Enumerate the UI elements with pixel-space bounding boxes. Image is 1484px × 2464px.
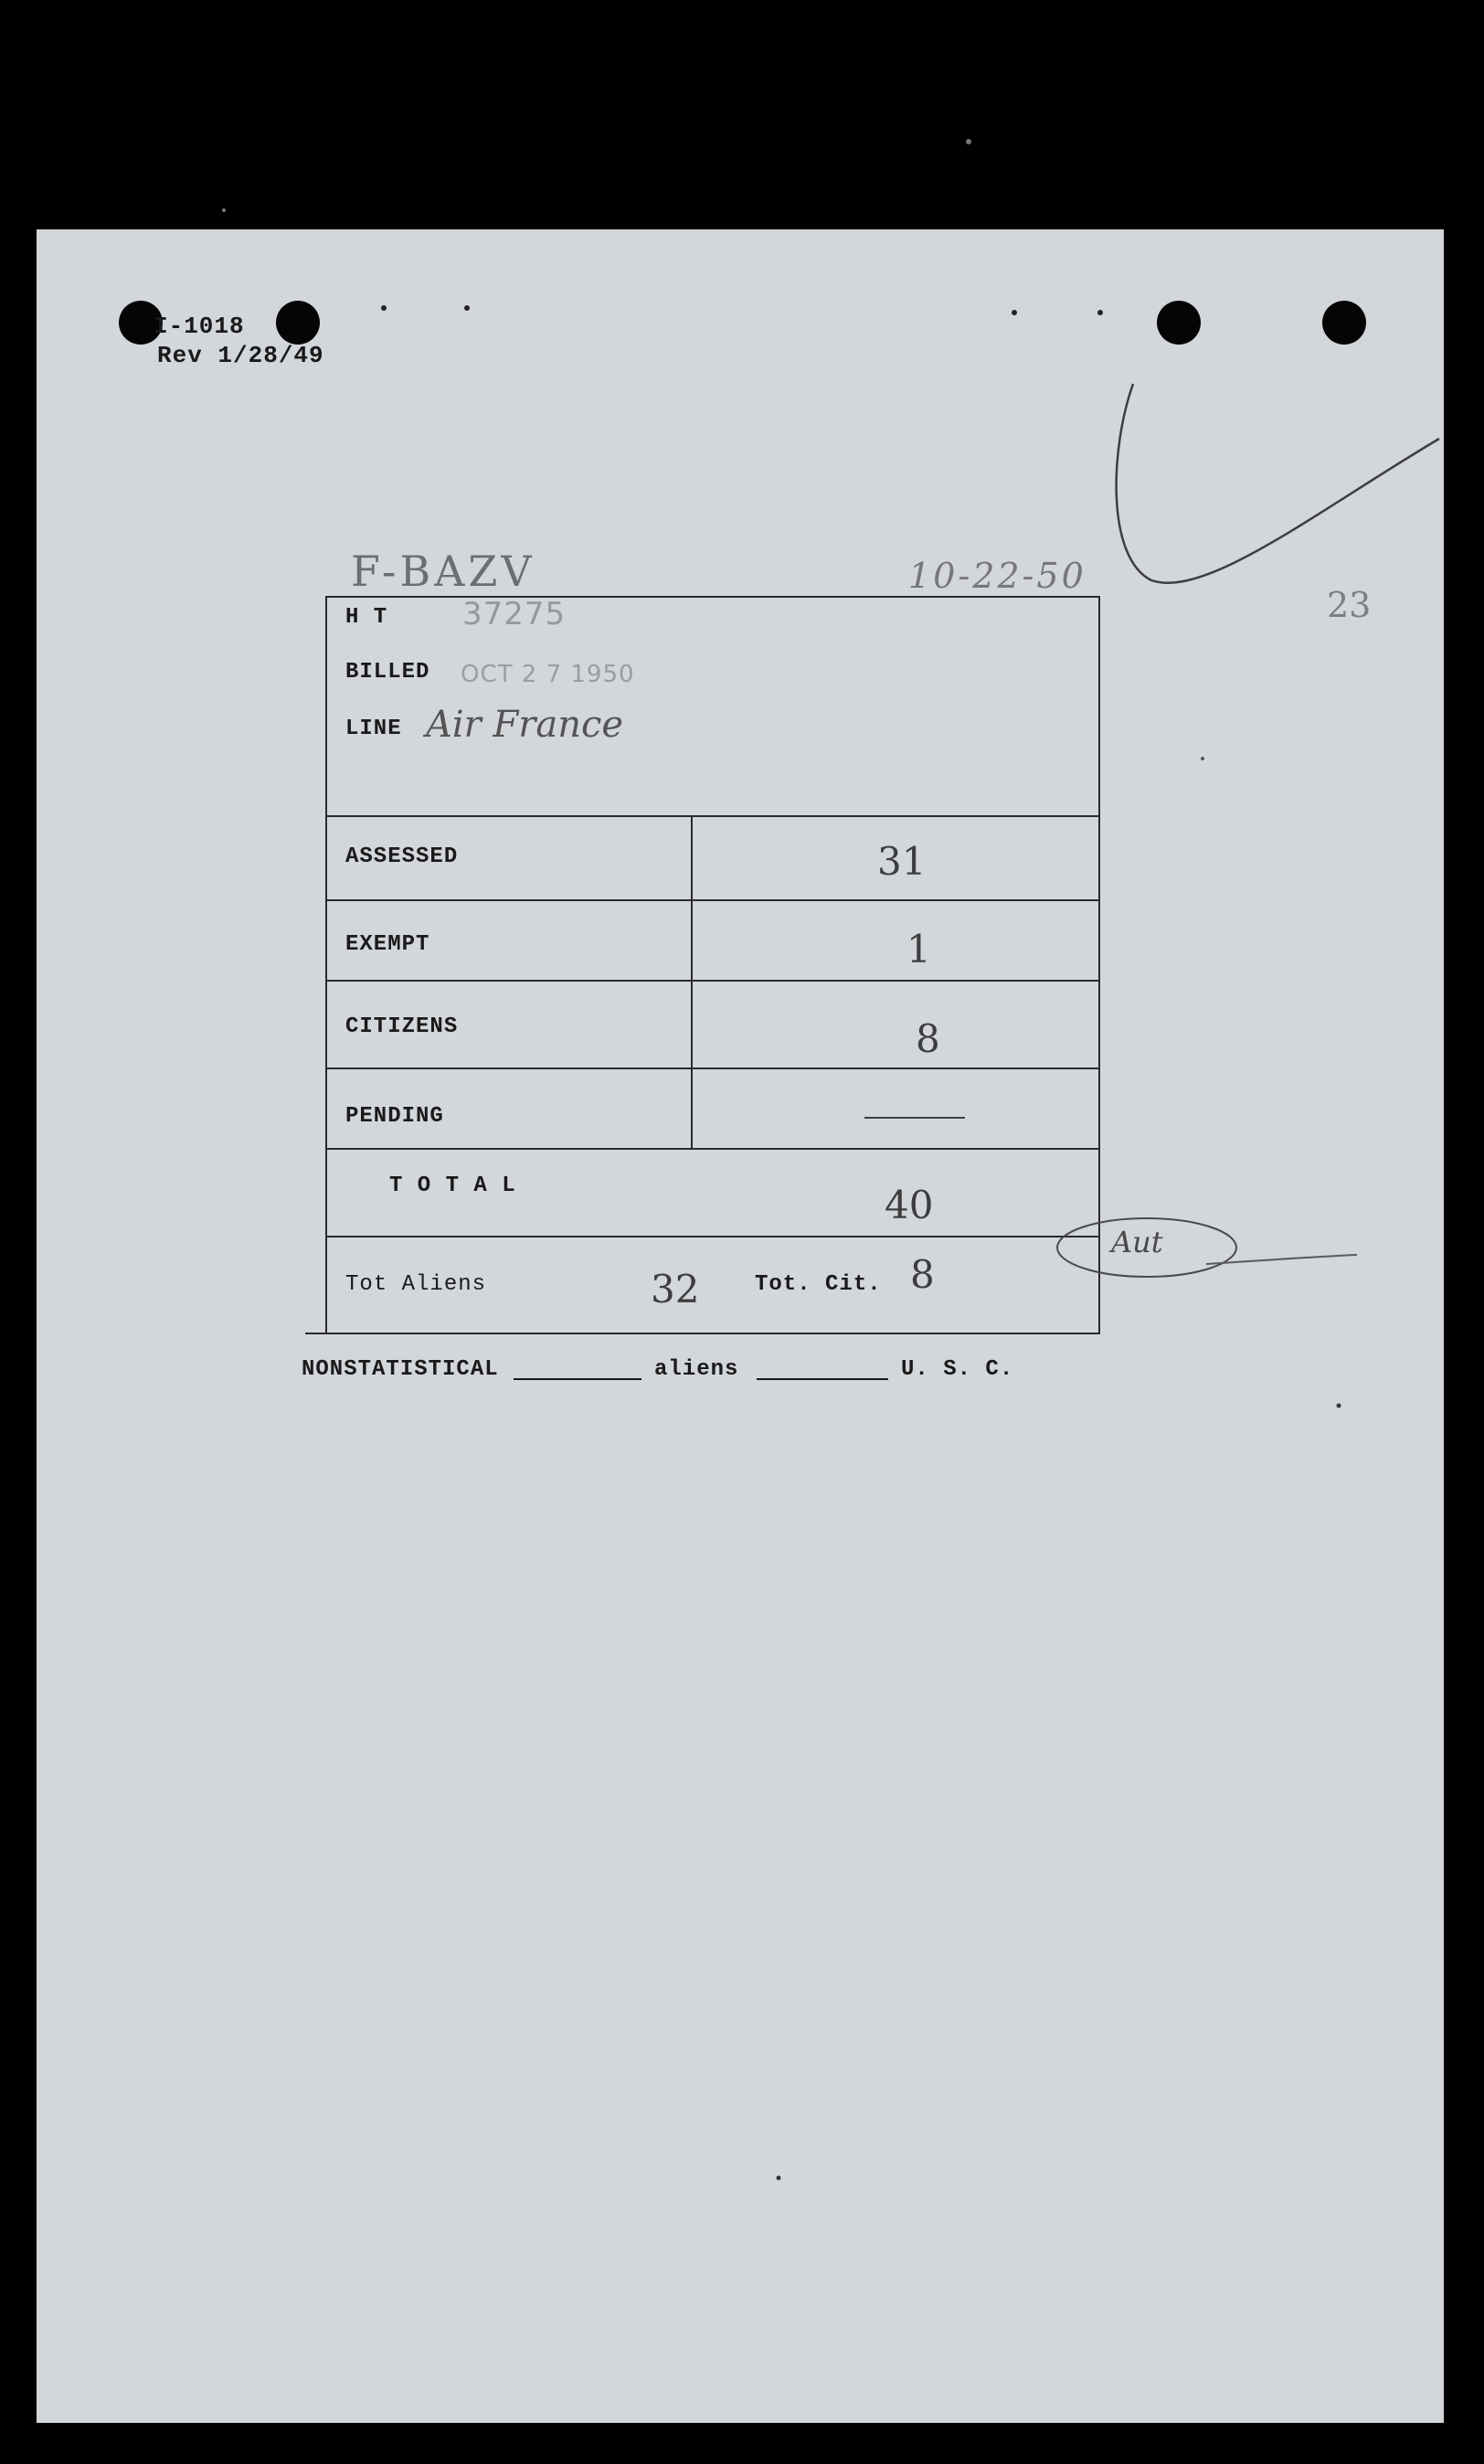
handwritten-date: 10-22-50 xyxy=(908,556,1086,596)
tot-aliens-value: 32 xyxy=(651,1267,700,1312)
total-value: 40 xyxy=(885,1183,934,1227)
assessed-value: 31 xyxy=(877,839,927,884)
aliens-blank xyxy=(757,1378,888,1380)
tally-form xyxy=(325,596,1102,1334)
exempt-underline xyxy=(1051,980,1098,982)
nonstatistical-blank xyxy=(514,1378,641,1380)
margin-oval xyxy=(1051,1205,1362,1296)
assessed-label: ASSESSED xyxy=(345,844,459,869)
citizens-value: 8 xyxy=(916,1016,940,1061)
exempt-value: 1 xyxy=(906,927,931,972)
billed-label: BILLED xyxy=(345,660,430,685)
exempt-label: EXEMPT xyxy=(345,932,430,957)
tot-cit-value: 8 xyxy=(910,1252,935,1297)
tot-aliens-label: Tot Aliens xyxy=(345,1272,487,1297)
pending-dash xyxy=(864,1117,965,1119)
citizens-label: CITIZENS xyxy=(345,1014,459,1039)
usc-label: U. S. C. xyxy=(901,1357,1014,1382)
form-number: I-1018 xyxy=(154,313,245,340)
pending-label: PENDING xyxy=(345,1104,444,1129)
flight-mark: F-BAZV xyxy=(351,547,535,596)
tot-cit-label: Tot. Cit. xyxy=(755,1272,882,1297)
line-label: LINE xyxy=(345,717,402,741)
aliens-label: aliens xyxy=(654,1357,739,1382)
form-revision: Rev 1/28/49 xyxy=(157,342,324,369)
nonstatistical-label: NONSTATISTICAL xyxy=(302,1357,499,1382)
pencil-curve xyxy=(1097,375,1444,603)
page-number: 23 xyxy=(1327,585,1372,625)
line-value: Air France xyxy=(426,704,624,746)
total-label: T O T A L xyxy=(389,1174,516,1198)
ht-label: H T xyxy=(345,605,388,630)
margin-note: Aut xyxy=(1111,1225,1163,1259)
ht-value: 37275 xyxy=(462,596,567,632)
billed-stamp: OCT 2 7 1950 xyxy=(461,661,635,688)
